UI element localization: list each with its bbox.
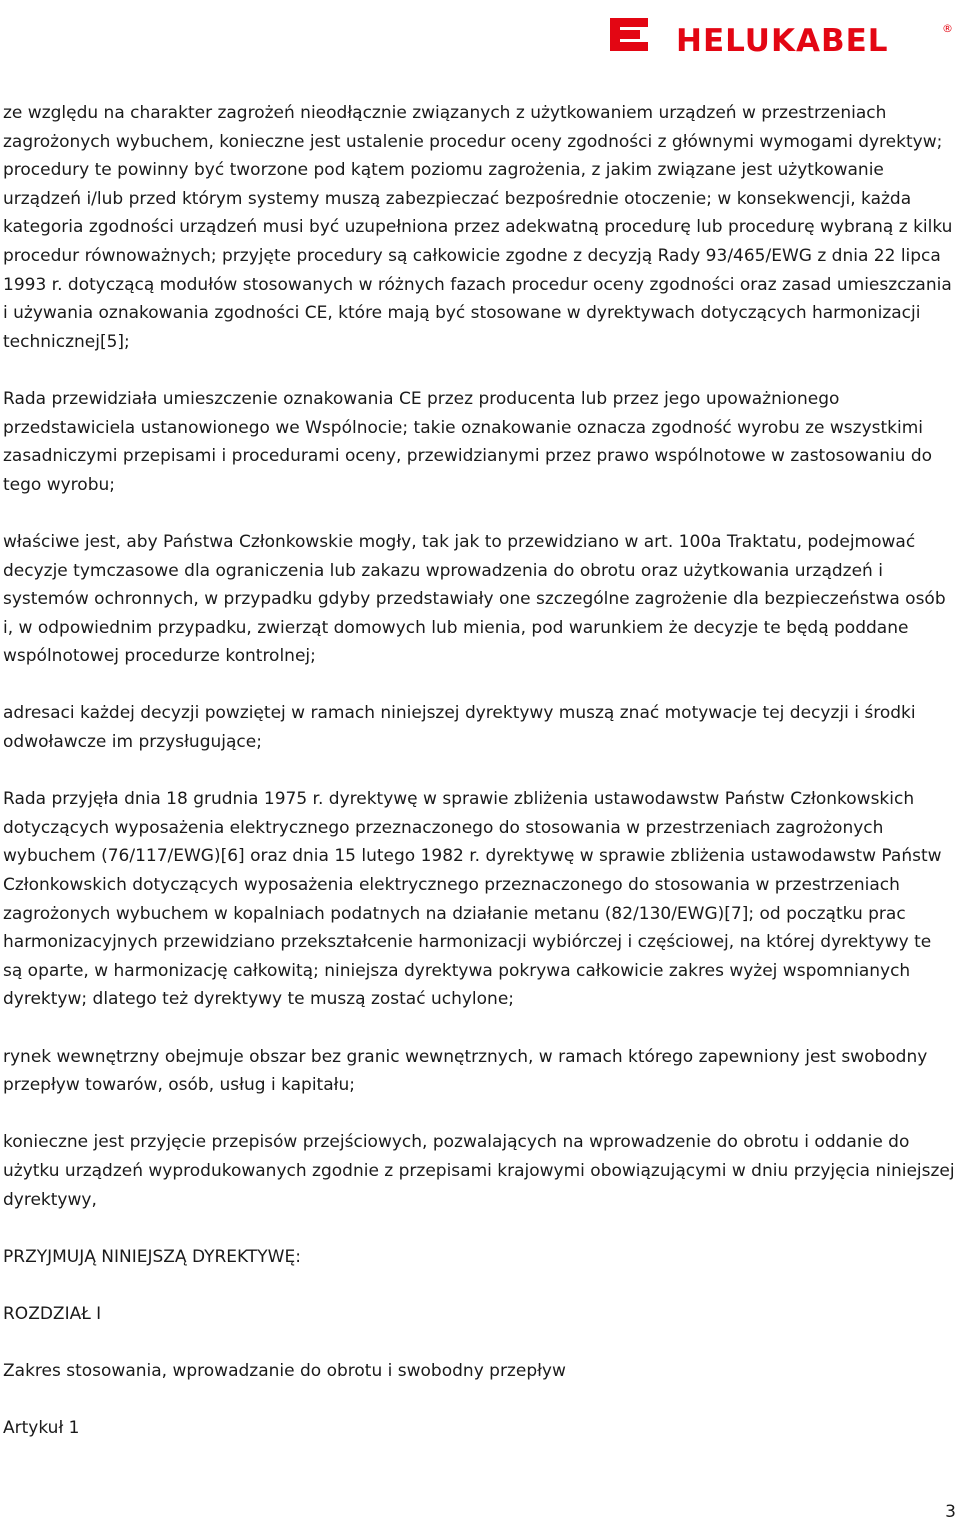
- paragraph-4: adresaci każdej decyzji powziętej w ramach niniejszej dyrektywy muszą znać motywacje tej decyzji i środki odwoławcze im przysługujące;: [3, 703, 916, 753]
- paragraph-3: właściwe jest, aby Państwa Członkowskie mogły, tak jak to przewidziano w art. 100a Traktatu, podejmować decyzje tymczasowe dla ograniczenia lub zakazu wprowadzenia do obrotu oraz użytkowania urządzeń i systemów ochronnych, w przypadku gdyby przedstawiały one szczególne zagrożenie dla bezpieczeństwa osób i, w odpowiednim przypadku, zwierząt domowych lub mienia, pod warunkiem że decyzje te będą poddane wspólnotowej procedurze kontrolnej;: [3, 531, 946, 667]
- helukabel-logo-mark: [610, 16, 954, 54]
- helukabel-logo: [610, 16, 954, 54]
- chapter-title: Zakres stosowania, wprowadzanie do obrotu i swobodny przepływ: [3, 1361, 566, 1382]
- page-number: 3: [945, 1502, 956, 1522]
- paragraph-7: konieczne jest przyjęcie przepisów przejściowych, pozwalających na wprowadzenie do obrotu i oddanie do użytku urządzeń wyprodukowanych zgodnie z przepisami krajowymi obowiązującymi w dniu przyjęcia niniejszej dyrektywy,: [3, 1132, 955, 1210]
- document-body: [3, 99, 955, 1472]
- paragraph-1: ze względu na charakter zagrożeń nieodłącznie związanych z użytkowaniem urządzeń w przestrzeniach zagrożonych wybuchem, konieczne jest ustalenie procedur oceny zgodności z głównymi wymogami dyrektyw; procedury te powinny być tworzone pod kątem poziomu zagrożenia, z jakim związane jest użytkowanie urządzeń i/lub przed którym systemy muszą zabezpieczać bezpośrednie otoczenie; w konsekwencji, każda kategoria zgodności urządzeń musi być uzupełniona przez adekwatną procedurę lub procedurę wybraną z kilku procedur równoważnych; przyjęte procedury są całkowicie zgodne z decyzją Rady 93/465/EWG z dnia 22 lipca 1993 r. dotyczącą modułów stosowanych w różnych fazach procedur oceny zgodności oraz zasad umieszczania i używania oznakowania zgodności CE, które mają być stosowane w dyrektywach dotyczących harmonizacji technicznej[5];: [3, 103, 953, 352]
- paragraph-6: rynek wewnętrzny obejmuje obszar bez granic wewnętrznych, w ramach którego zapewniony jest swobodny przepływ towarów, osób, usług i kapitału;: [3, 1046, 928, 1096]
- directive-adoption-heading: PRZYJMUJĄ NINIEJSZĄ DYREKTYWĘ:: [3, 1246, 301, 1267]
- paragraph-5: Rada przyjęła dnia 18 grudnia 1975 r. dyrektywę w sprawie zbliżenia ustawodawstw Państw Członkowskich dotyczących wyposażenia elektrycznego przeznaczonego do stosowania w przestrzeniach zagrożonych wybuchem (76/117/EWG)[6] oraz dnia 15 lutego 1982 r. dyrektywę w sprawie zbliżenia ustawodawstw Państw Członkowskich dotyczących wyposażenia elektrycznego przeznaczonego do stosowania w przestrzeniach zagrożonych wybuchem w kopalniach podatnych na działanie metanu (82/130/EWG)[7]; od początku prac harmonizacyjnych przewidziano przekształcenie harmonizacji wybiórczej i częściowej, na której dyrektywy te są oparte, w harmonizację całkowitą; niniejsza dyrektywa pokrywa całkowicie zakres wyżej wspomnianych dyrektyw; dlatego też dyrektywy te muszą zostać uchylone;: [3, 789, 942, 1010]
- article-heading: Artykuł 1: [3, 1418, 80, 1439]
- chapter-heading: ROZDZIAŁ I: [3, 1303, 102, 1324]
- paragraph-2: Rada przewidziała umieszczenie oznakowania CE przez producenta lub przez jego upoważnionego przedstawiciela ustanowionego we Wspólnocie; takie oznakowanie oznacza zgodność wyrobu ze wszystkimi zasadniczymi przepisami i procedurami oceny, przewidzianymi przez prawo wspólnotowe w zastosowaniu do tego wyrobu;: [3, 388, 933, 495]
- registered-mark: ®: [942, 22, 953, 35]
- logo-text: HELUKABEL: [676, 23, 889, 54]
